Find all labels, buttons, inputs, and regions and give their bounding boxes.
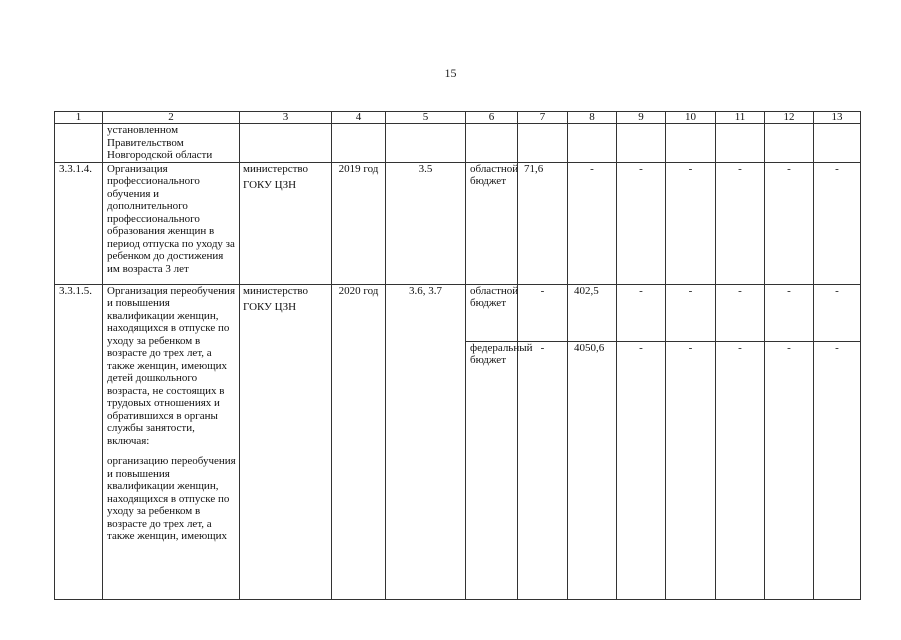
column-number: 4 [332,112,386,124]
cell-amount: - [814,284,861,341]
cell-number: 3.3.1.4. [55,162,103,284]
cell-executor [240,162,332,284]
page-number: 15 [444,66,457,80]
cell-year: 2019 год [332,162,386,284]
cell-amount: - [765,341,814,599]
description-paragraph: Организация переобучения и повышения квалификации женщин, находящихся в отпуске по уходу за ребенком в возрасте до трех лет, а также женщин, имеющих детей дошкольного возраста, не состоящих в трудовых отношениях и обратившихся в органы службы занятости, включая: [107,284,235,447]
table-row [55,124,861,163]
executor-ministry: министерство [243,162,309,175]
cell-funding-source: областной бюджет [466,162,518,284]
cell-amount: - [814,341,861,599]
column-number: 12 [765,112,814,124]
table-row [55,162,861,284]
cell-amount: 71,6 [518,162,568,284]
cell-description: Организация профессионального обучения и дополнительного профессионального образования женщин в период отпуска по уходу за ребенком до достижения им возраста 3 лет [103,162,240,284]
cell-amount: - [716,284,765,341]
cell-amount: - [666,284,716,341]
cell-amount: - [518,341,568,599]
cell-number: 3.3.1.5. [55,284,103,599]
table-row [55,284,861,341]
program-table [54,111,861,600]
column-number: 8 [568,112,617,124]
cell-amount: - [814,162,861,284]
column-number: 10 [666,112,716,124]
cell-amount: - [568,162,617,284]
cell-amount: - [765,284,814,341]
cell-funding-source: областной бюджет [466,284,518,341]
cell-amount: - [666,341,716,599]
column-number: 7 [518,112,568,124]
executor-center: ГОКУ ЦЗН [243,179,297,191]
cell-target: 3.6, 3.7 [386,284,466,599]
cell-amount: - [666,162,716,284]
column-number: 5 [386,112,466,124]
cell-executor [240,284,332,599]
cell-amount: 402,5 [568,284,617,341]
column-number: 13 [814,112,861,124]
column-number: 3 [240,112,332,124]
cell-description [103,284,240,599]
cell-amount: - [716,162,765,284]
column-number: 11 [716,112,765,124]
column-number: 2 [103,112,240,124]
column-number: 6 [466,112,518,124]
cell-amount: 4050,6 [568,341,617,599]
cell-amount: - [617,341,666,599]
executor-center: ГОКУ ЦЗН [243,301,297,313]
cell-number [55,124,103,163]
cell-funding-source: федеральный бюджет [466,341,518,599]
cell-description: установленном Правительством Новгородской области [103,124,240,163]
cell-amount: - [518,284,568,341]
cell-amount: - [716,341,765,599]
column-number: 1 [55,112,103,124]
description-paragraph: организацию переобучения и повышения квалификации женщин, находящихся в отпуске по уходу за ребенком в возрасте до трех лет, а также женщин, имеющих [107,455,236,542]
executor-ministry: министерство [243,284,309,297]
cell-year: 2020 год [332,284,386,599]
column-number-row [55,112,861,124]
column-number: 9 [617,112,666,124]
cell-amount: - [765,162,814,284]
cell-amount: - [617,284,666,341]
cell-target: 3.5 [386,162,466,284]
cell-amount: - [617,162,666,284]
